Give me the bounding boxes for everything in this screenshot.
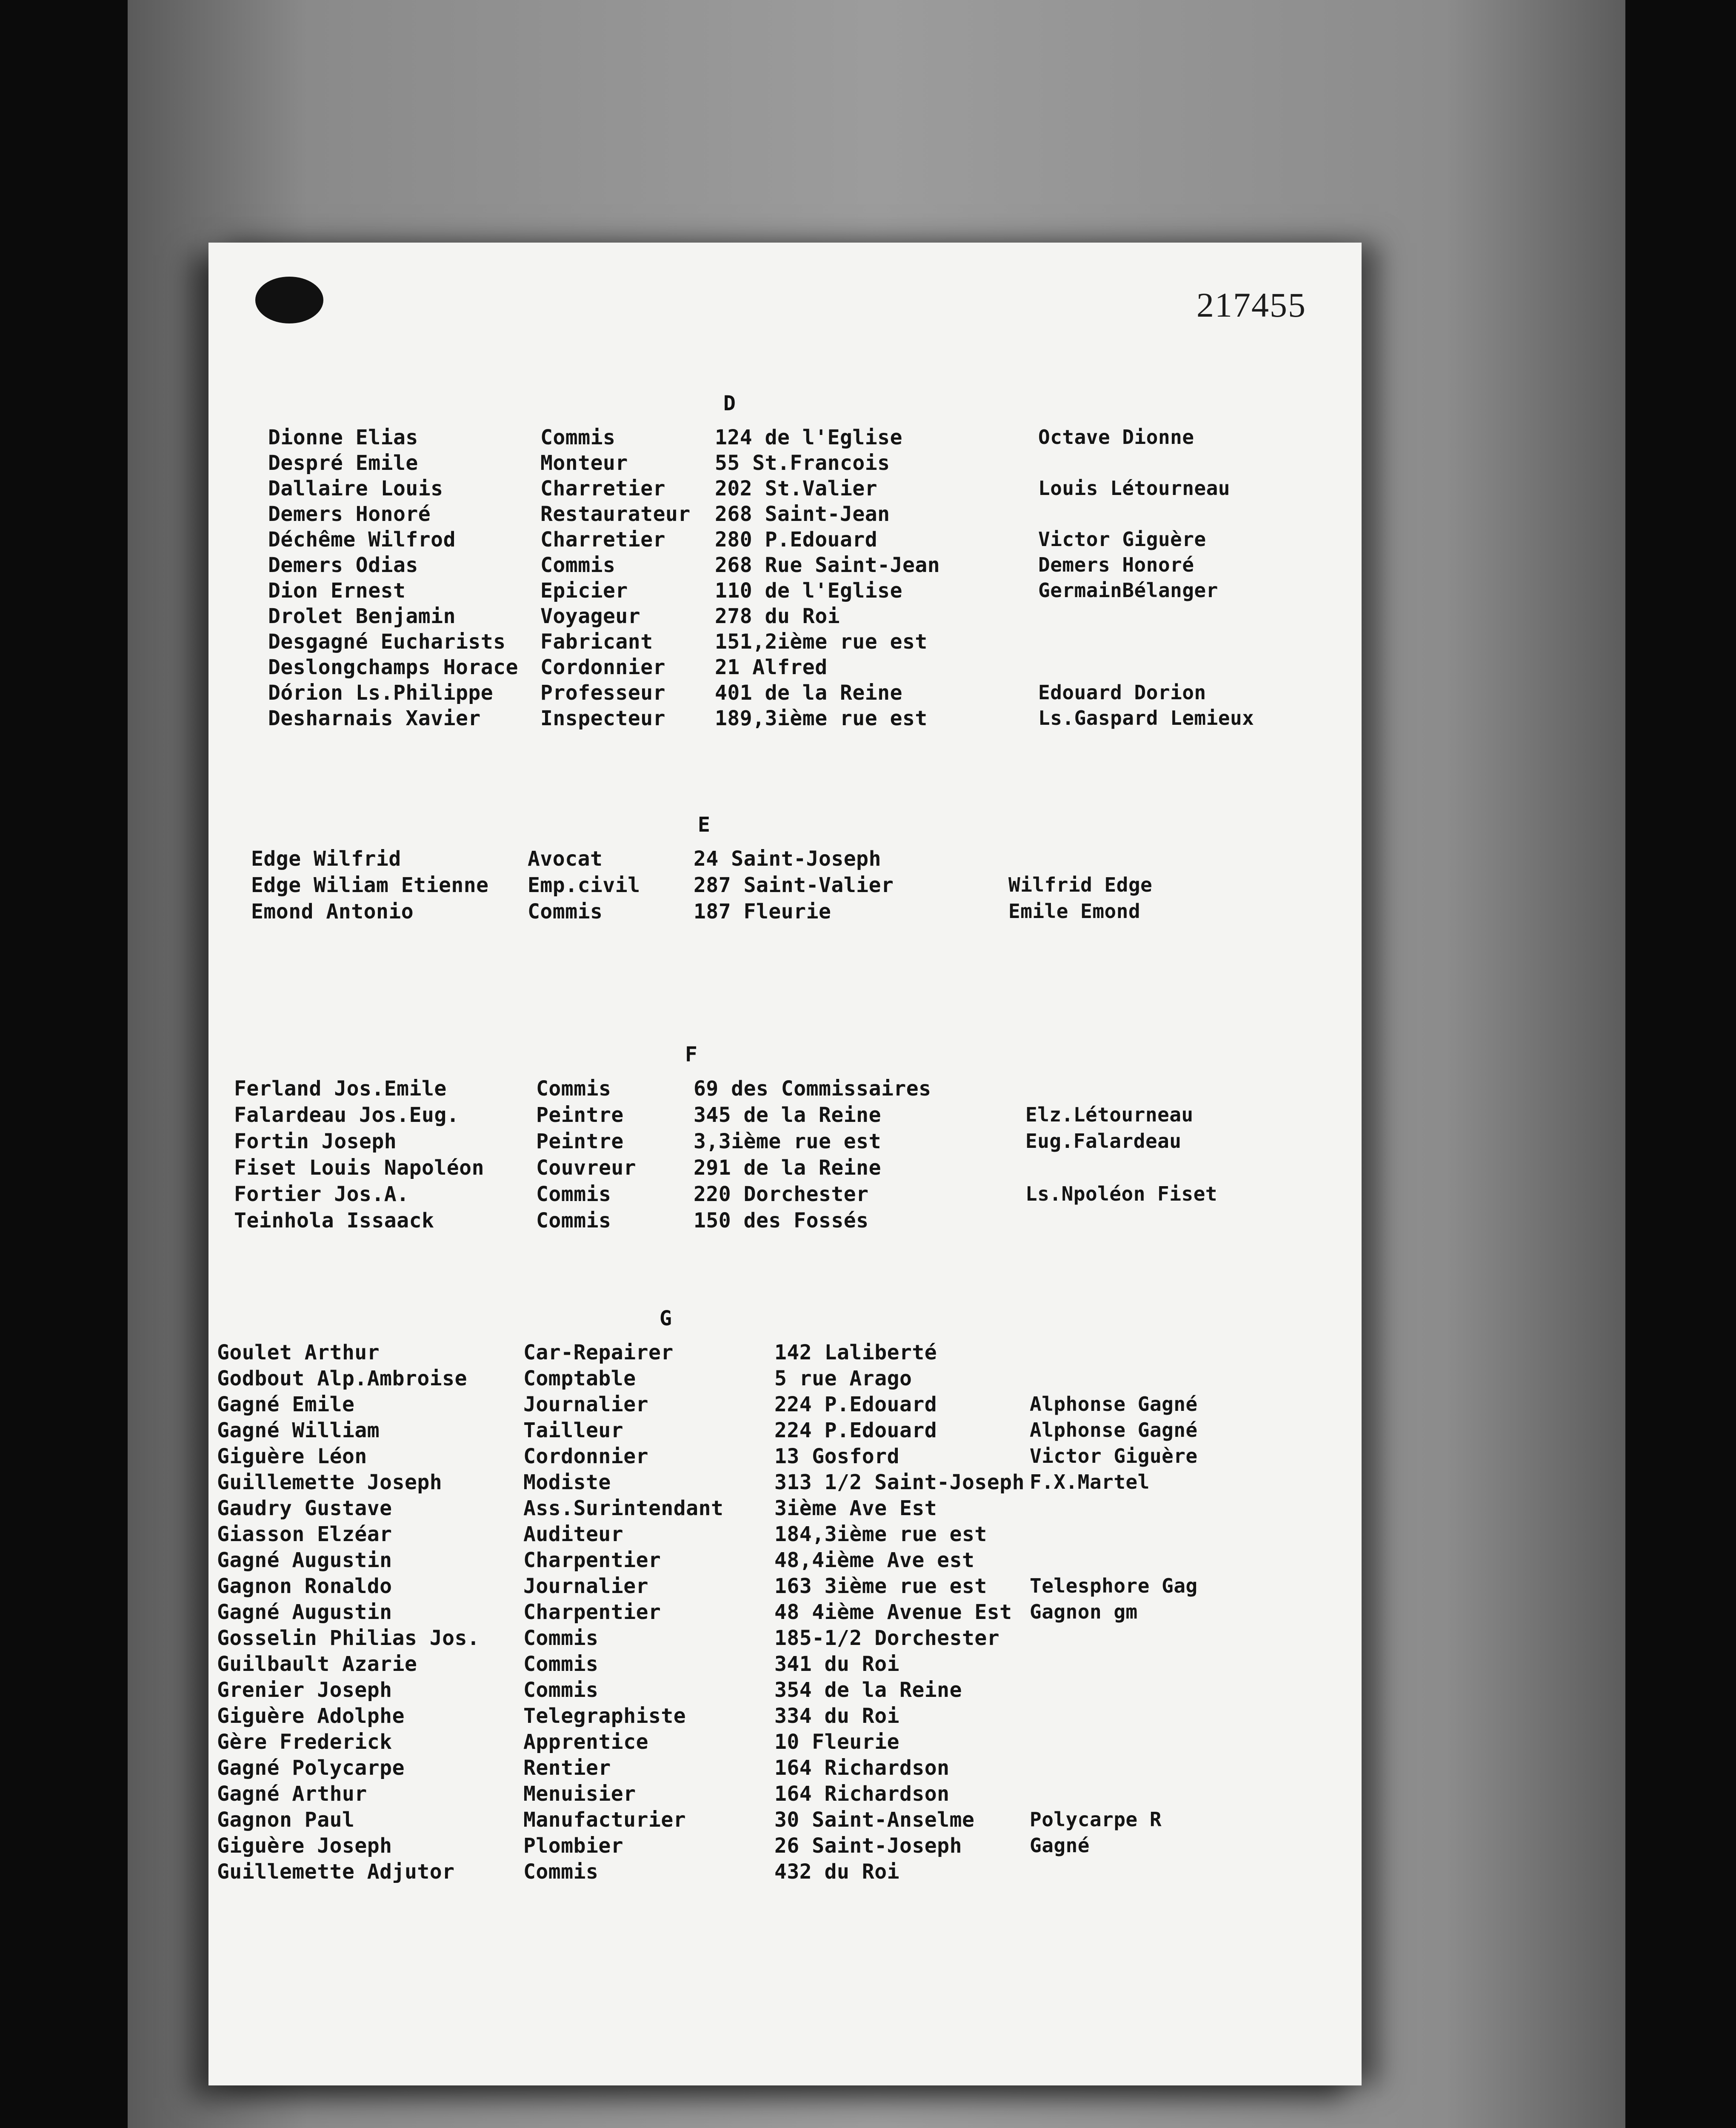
entry-occupation: Cordonnier: [523, 1444, 648, 1468]
list-item: [208, 1782, 1362, 1808]
entry-name: Guillemette Joseph: [217, 1470, 443, 1494]
entry-name: Gagné William: [217, 1419, 380, 1442]
entry-name: Gagné Arthur: [217, 1782, 367, 1806]
entry-reference: Alphonse Gagné: [1030, 1419, 1198, 1442]
entry-name: Despré Emile: [268, 451, 418, 475]
entry-name: Gagnon Paul: [217, 1808, 355, 1832]
entry-reference: Demers Honoré: [1038, 553, 1194, 576]
entry-occupation: Inspecteur: [540, 706, 665, 730]
list-item: [208, 1860, 1362, 1886]
entry-name: Gère Frederick: [217, 1730, 392, 1754]
entry-name: Demers Honoré: [268, 502, 431, 526]
entry-address: 202 St.Valier: [715, 477, 878, 501]
entry-occupation: Commis: [528, 900, 603, 924]
entry-occupation: Fabricant: [540, 630, 653, 654]
entry-name: Gaudry Gustave: [217, 1496, 392, 1520]
entry-address: 287 Saint-Valier: [694, 873, 894, 897]
list-item: [208, 1678, 1362, 1705]
entry-address: 3ième Ave Est: [774, 1496, 937, 1520]
entry-reference: Elz.Létourneau: [1025, 1103, 1194, 1126]
entry-occupation: Charpentier: [523, 1548, 661, 1572]
list-item: [208, 1419, 1362, 1445]
entry-address: 268 Saint-Jean: [715, 502, 890, 526]
entry-occupation: Emp.civil: [528, 873, 640, 897]
entry-address: 10 Fleurie: [774, 1730, 899, 1754]
list-item: [208, 1600, 1362, 1627]
entry-name: Grenier Joseph: [217, 1678, 392, 1702]
entry-occupation: Plombier: [523, 1834, 624, 1858]
list-item: [208, 1156, 1362, 1182]
entry-occupation: Manufacturier: [523, 1808, 686, 1832]
entry-address: 224 P.Edouard: [774, 1393, 937, 1416]
entry-reference: Emile Emond: [1008, 900, 1141, 923]
entry-name: Dion Ernest: [268, 579, 406, 603]
punch-hole: [255, 277, 323, 323]
entry-address: 432 du Roi: [774, 1860, 899, 1884]
entry-occupation: Avocat: [528, 847, 603, 871]
list-item: [208, 847, 1362, 873]
entry-name: Guilbault Azarie: [217, 1652, 417, 1676]
entry-address: 280 P.Edouard: [715, 528, 878, 552]
entry-occupation: Monteur: [540, 451, 628, 475]
entry-address: 341 du Roi: [774, 1652, 899, 1676]
list-item: [208, 681, 1362, 707]
entry-reference: Louis Létourneau: [1038, 477, 1231, 500]
entry-reference: Alphonse Gagné: [1030, 1393, 1198, 1416]
entry-address: 124 de l'Eglise: [715, 426, 902, 449]
entry-reference: Telesphore Gag: [1030, 1574, 1198, 1597]
entry-occupation: Journalier: [523, 1393, 648, 1416]
entry-address: 69 des Commissaires: [694, 1077, 931, 1101]
entry-address: 189,3ième rue est: [715, 706, 928, 730]
entry-address: 291 de la Reine: [694, 1156, 881, 1180]
list-item: [208, 451, 1362, 478]
list-item: [208, 1103, 1362, 1130]
entry-reference: Octave Dionne: [1038, 426, 1194, 449]
entry-address: 268 Rue Saint-Jean: [715, 553, 940, 577]
entry-name: Giguère Léon: [217, 1444, 367, 1468]
entry-name: Edge Wiliam Etienne: [251, 873, 489, 897]
entry-occupation: Commis: [540, 553, 616, 577]
entry-occupation: Peintre: [536, 1130, 624, 1153]
entry-occupation: Menuisier: [523, 1782, 636, 1806]
list-item: [208, 1367, 1362, 1393]
entry-address: 224 P.Edouard: [774, 1419, 937, 1442]
entry-address: 3,3ième rue est: [694, 1130, 881, 1153]
entry-address: 5 rue Arago: [774, 1367, 912, 1390]
entry-address: 184,3ième rue est: [774, 1522, 987, 1546]
entry-address: 110 de l'Eglise: [715, 579, 902, 603]
entry-address: 142 Laliberté: [774, 1341, 937, 1364]
entry-reference: F.X.Martel: [1030, 1470, 1150, 1493]
list-item: [208, 1574, 1362, 1601]
entry-occupation: Telegraphiste: [523, 1704, 686, 1728]
list-item: [208, 1756, 1362, 1782]
entry-occupation: Commis: [536, 1182, 611, 1206]
list-item: [208, 1077, 1362, 1103]
list-item: [208, 1548, 1362, 1575]
entry-name: Goulet Arthur: [217, 1341, 380, 1364]
entry-name: Dallaire Louis: [268, 477, 443, 501]
list-item: [208, 1209, 1362, 1235]
entry-occupation: Journalier: [523, 1574, 648, 1598]
list-item: [208, 1470, 1362, 1497]
list-item: [208, 1704, 1362, 1730]
entry-address: 220 Dorchester: [694, 1182, 869, 1206]
entry-occupation: Car-Repairer: [523, 1341, 674, 1364]
list-item: [208, 1393, 1362, 1419]
list-item: [208, 1444, 1362, 1471]
entry-name: Deslongchamps Horace: [268, 655, 518, 679]
list-item: [208, 1808, 1362, 1834]
list-item: [208, 630, 1362, 656]
entry-name: Falardeau Jos.Eug.: [234, 1103, 460, 1127]
list-item: [208, 1341, 1362, 1367]
entry-name: Edge Wilfrid: [251, 847, 401, 871]
entry-occupation: Modiste: [523, 1470, 611, 1494]
entry-name: Gagné Augustin: [217, 1548, 392, 1572]
entry-occupation: Comptable: [523, 1367, 636, 1390]
list-item: [208, 1652, 1362, 1679]
entry-address: 187 Fleurie: [694, 900, 831, 924]
entry-address: 30 Saint-Anselme: [774, 1808, 975, 1832]
entry-name: Teinhola Issaack: [234, 1209, 434, 1233]
list-item: [208, 900, 1362, 926]
entry-occupation: Commis: [540, 426, 616, 449]
entry-address: 21 Alfred: [715, 655, 828, 679]
entry-name: Déchême Wilfrod: [268, 528, 456, 552]
entry-occupation: Tailleur: [523, 1419, 624, 1442]
entry-address: 150 des Fossés: [694, 1209, 869, 1233]
list-item: [208, 553, 1362, 580]
list-item: [208, 655, 1362, 682]
entry-name: Gagné Emile: [217, 1393, 355, 1416]
entry-occupation: Rentier: [523, 1756, 611, 1780]
entry-name: Fortier Jos.A.: [234, 1182, 409, 1206]
entry-occupation: Commis: [536, 1077, 611, 1101]
list-item: [208, 1182, 1362, 1209]
entry-name: Gosselin Philias Jos.: [217, 1626, 480, 1650]
list-item: [208, 873, 1362, 900]
entry-reference: Eug.Falardeau: [1025, 1130, 1182, 1153]
entry-name: Guillemette Adjutor: [217, 1860, 455, 1884]
list-item: [208, 1522, 1362, 1549]
entry-address: 163 3ième rue est: [774, 1574, 987, 1598]
entry-occupation: Peintre: [536, 1103, 624, 1127]
entry-occupation: Apprentice: [523, 1730, 648, 1754]
entry-address: 185-1/2 Dorchester: [774, 1626, 1000, 1650]
list-item: [208, 1130, 1362, 1156]
entry-address: 48,4ième Ave est: [774, 1548, 975, 1572]
entry-name: Giguère Adolphe: [217, 1704, 405, 1728]
entry-occupation: Charretier: [540, 528, 665, 552]
entry-reference: Wilfrid Edge: [1008, 873, 1153, 896]
entry-occupation: Commis: [523, 1626, 599, 1650]
list-item: [208, 1834, 1362, 1860]
entry-reference: Polycarpe R: [1030, 1808, 1162, 1831]
entry-address: 164 Richardson: [774, 1756, 950, 1780]
entry-address: 313 1/2 Saint-Joseph: [774, 1470, 1025, 1494]
list-item: [208, 426, 1362, 452]
entry-occupation: Charretier: [540, 477, 665, 501]
entry-name: Gagné Polycarpe: [217, 1756, 405, 1780]
entry-name: Desharnais Xavier: [268, 706, 481, 730]
list-item: [208, 579, 1362, 605]
entry-reference: Ls.Gaspard Lemieux: [1038, 706, 1254, 729]
entry-address: 164 Richardson: [774, 1782, 950, 1806]
entry-reference: Gagnon gm: [1030, 1600, 1138, 1623]
entry-address: 401 de la Reine: [715, 681, 902, 705]
entry-address: 334 du Roi: [774, 1704, 899, 1728]
entry-name: Fiset Louis Napoléon: [234, 1156, 484, 1180]
entry-name: Giasson Elzéar: [217, 1522, 392, 1546]
list-item: [208, 502, 1362, 529]
entry-address: 345 de la Reine: [694, 1103, 881, 1127]
entry-address: 278 du Roi: [715, 604, 840, 628]
entry-name: Drolet Benjamin: [268, 604, 456, 628]
entry-occupation: Restaurateur: [540, 502, 691, 526]
entry-reference: Ls.Npoléon Fiset: [1025, 1182, 1218, 1205]
entry-occupation: Commis: [523, 1678, 599, 1702]
list-item: [208, 528, 1362, 554]
list-item: [208, 1496, 1362, 1523]
entry-address: 48 4ième Avenue Est: [774, 1600, 1012, 1624]
entry-name: Gagnon Ronaldo: [217, 1574, 392, 1598]
entry-occupation: Commis: [536, 1209, 611, 1233]
section-letter: G: [660, 1307, 672, 1330]
entry-name: Giguère Joseph: [217, 1834, 392, 1858]
entry-reference: Gagné: [1030, 1834, 1090, 1857]
document-number: 217455: [1196, 286, 1306, 324]
entry-occupation: Charpentier: [523, 1600, 661, 1624]
section-letter: E: [698, 813, 710, 837]
entry-reference: Victor Giguère: [1030, 1444, 1198, 1467]
entry-address: 26 Saint-Joseph: [774, 1834, 962, 1858]
entry-occupation: Commis: [523, 1860, 599, 1884]
document-page: [208, 243, 1362, 2085]
entry-address: 151,2ième rue est: [715, 630, 928, 654]
entry-name: Desgagné Eucharists: [268, 630, 506, 654]
list-item: [208, 477, 1362, 503]
entry-reference: Victor Giguère: [1038, 528, 1206, 551]
list-item: [208, 1730, 1362, 1756]
entry-occupation: Couvreur: [536, 1156, 637, 1180]
list-item: [208, 1626, 1362, 1653]
entry-occupation: Professeur: [540, 681, 665, 705]
entry-occupation: Epicier: [540, 579, 628, 603]
entry-name: Emond Antonio: [251, 900, 414, 924]
list-item: [208, 604, 1362, 631]
entry-reference: GermainBélanger: [1038, 579, 1218, 602]
entry-name: Ferland Jos.Emile: [234, 1077, 447, 1101]
entry-address: 55 St.Francois: [715, 451, 890, 475]
entry-occupation: Commis: [523, 1652, 599, 1676]
entry-occupation: Ass.Surintendant: [523, 1496, 724, 1520]
entry-reference: Edouard Dorion: [1038, 681, 1206, 704]
section-letter: D: [723, 392, 736, 415]
list-item: [208, 706, 1362, 733]
entry-name: Dionne Elias: [268, 426, 418, 449]
entry-name: Dórion Ls.Philippe: [268, 681, 494, 705]
entry-occupation: Voyageur: [540, 604, 641, 628]
entry-address: 24 Saint-Joseph: [694, 847, 881, 871]
entry-occupation: Auditeur: [523, 1522, 624, 1546]
entry-name: Gagné Augustin: [217, 1600, 392, 1624]
entry-name: Demers Odias: [268, 553, 418, 577]
entry-name: Godbout Alp.Ambroise: [217, 1367, 467, 1390]
entry-occupation: Cordonnier: [540, 655, 665, 679]
entry-address: 13 Gosford: [774, 1444, 899, 1468]
entry-name: Fortin Joseph: [234, 1130, 397, 1153]
section-letter: F: [685, 1043, 697, 1067]
entry-address: 354 de la Reine: [774, 1678, 962, 1702]
